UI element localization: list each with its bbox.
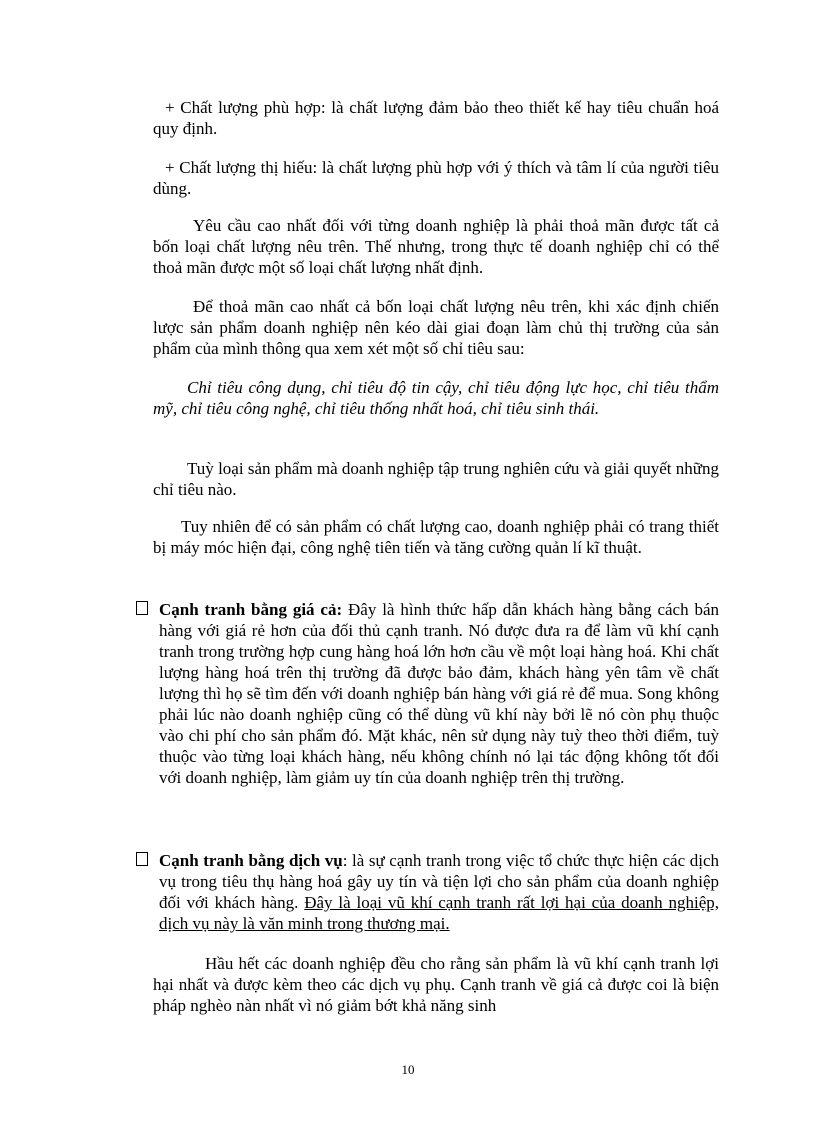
paragraph-hau-het: Hầu hết các doanh nghiệp đều cho rằng sản phẩm là vũ khí cạnh tranh lợi hại nhất và được kèm theo các dịch vụ phụ. Cạnh tranh về giá cả được coi là biện pháp nghèo nàn nhất vì nó giảm bớt khả năng sinh — [153, 954, 719, 1015]
checkbox-bullet-icon — [136, 599, 148, 620]
text-canh-tranh-gia-ca: Đây là hình thức hấp dẫn khách hàng bằng cách bán hàng với giá rẻ hơn của đối thủ cạnh tranh. Nó được đưa ra để làm vũ khí cạnh tranh trong trường hợp cung hàng hoá lớn hơn cầu về một loại hàng hoá. Khi chất lượng hàng hoá trên thị trường đã được bảo đảm, khách hàng yên tâm về chất lượng thì họ sẽ tìm đến với doanh nghiệp bán hàng với giá rẻ để mua. Song không phải lúc nào doanh nghiệp cũng có thể dùng vũ khí này bởi lẽ nó còn phụ thuộc vào chi phí cho sản phẩm đó. Mặt khác, nên sử dụng này tuỳ theo thời điểm, tuỳ thuộc vào từng loại khách hàng, nếu không chính nó lại tác động không tốt đối với doanh nghiệp, làm giảm uy tín của doanh nghiệp trên thị trường. — [159, 600, 719, 787]
paragraph-tuy-loai: Tuỳ loại sản phẩm mà doanh nghiệp tập trung nghiên cứu và giải quyết những chỉ tiêu nào. — [153, 459, 719, 499]
paragraph-chi-tieu: Chỉ tiêu công dụng, chỉ tiêu độ tin cậy, chỉ tiêu động lực học, chỉ tiêu thẩm mỹ, chỉ tiêu công nghệ, chỉ tiêu thống nhất hoá, chỉ tiêu sinh thái. — [153, 378, 719, 418]
checkbox-bullet-icon — [136, 850, 148, 871]
paragraph-tuy-nhien: Tuy nhiên để có sản phẩm có chất lượng cao, doanh nghiệp phải có trang thiết bị máy móc hiện đại, công nghệ tiên tiến và tăng cường quản lí kĩ thuật. — [153, 517, 719, 557]
paragraph-chat-luong-thi-hieu: + Chất lượng thị hiếu: là chất lượng phù hợp với ý thích và tâm lí của người tiêu dùng. — [153, 158, 719, 198]
heading-canh-tranh-dich-vu: Cạnh tranh bằng dịch vụ — [159, 851, 343, 870]
underlined-text-dich-vu: Đây là loại vũ khí cạnh tranh rất lợi hại của doanh nghiệp, dịch vụ này là văn minh trong thương mại. — [159, 893, 719, 933]
paragraph-yeu-cau: Yêu cầu cao nhất đối với từng doanh nghiệp là phải thoả mãn được tất cả bốn loại chất lượng nêu trên. Thế nhưng, trong thực tế doanh nghiệp chỉ có thể thoả mãn được một số loại chất lượng nhất định. — [153, 216, 719, 277]
page-number: 10 — [401, 1062, 415, 1077]
paragraph-de-thoa-man: Để thoả mãn cao nhất cả bốn loại chất lượng nêu trên, khi xác định chiến lược sản phẩm doanh nghiệp nên kéo dài giai đoạn làm chủ thị trường của sản phẩm của mình thông qua xem xét một số chỉ tiêu sau: — [153, 297, 719, 358]
heading-canh-tranh-gia-ca: Cạnh tranh bằng giá cả: — [159, 600, 343, 619]
paragraph-canh-tranh-gia-ca — [159, 599, 719, 788]
text-canh-tranh-dich-vu: : là sự cạnh tranh trong việc tổ chức thực hiện các dịch vụ trong tiêu thụ hàng hoá gây uy tín và tiện lợi cho sản phẩm của doanh nghiệp đối với khách hàng. — [159, 851, 719, 912]
paragraph-canh-tranh-dich-vu — [159, 850, 719, 934]
paragraph-chat-luong-phu-hop: + Chất lượng phù hợp: là chất lượng đảm bảo theo thiết kế hay tiêu chuẩn hoá quy định. — [153, 98, 719, 138]
